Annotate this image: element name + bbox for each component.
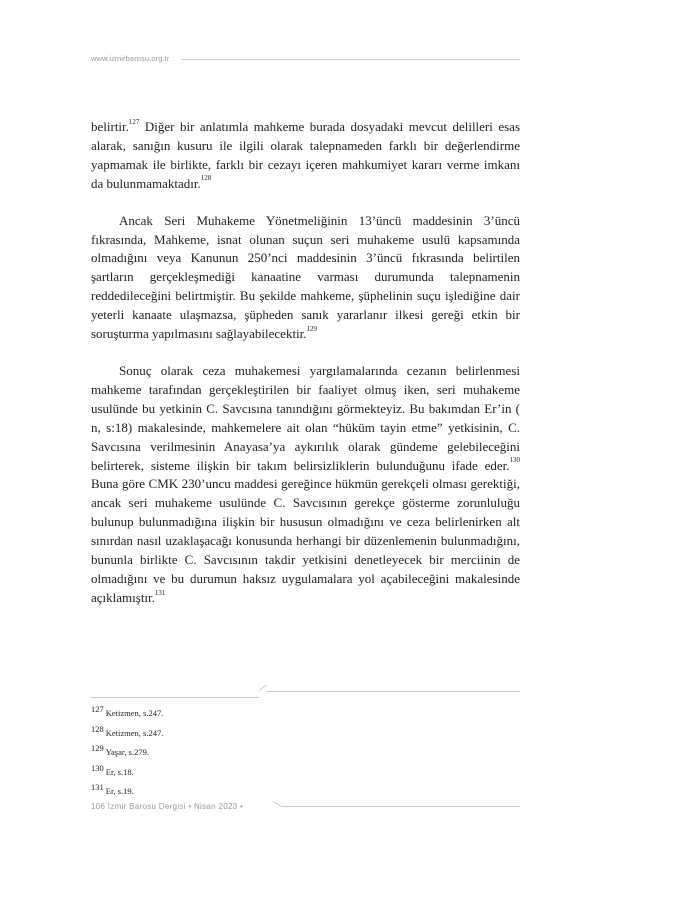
header-url: www.izmirbarosu.org.tr (91, 54, 170, 63)
footnote-text: Er, s.18. (105, 766, 134, 777)
footnote-reference: 131 (154, 588, 166, 597)
footnotes (91, 706, 391, 804)
footnote-reference: 127 (128, 117, 140, 126)
footnote-rule (91, 697, 259, 698)
footnote-number: 129 (91, 743, 104, 754)
footnote-reference: 129 (306, 324, 318, 333)
footer-separator-dot: • (239, 802, 244, 811)
paragraph-1 (91, 118, 520, 194)
footnote-text: Ketizmen, s.247. (105, 727, 164, 738)
footnote-rule-bend (259, 684, 267, 690)
footnote-item (91, 762, 391, 785)
footer-journal: İzmir Barosu Dergisi (107, 802, 186, 811)
footnote-text: Ketizmen, s.247. (105, 708, 164, 718)
article-body (91, 118, 520, 608)
footnote-number: 131 (91, 782, 104, 793)
paragraph-text: Diğer bir anlatımla mahkeme burada dosyadaki mevcut delilleri esas alarak, sanığın kusuru ile ilgili olarak talepnameden farklı bir değerlendirme yapmamak ile birlikte, farklı bir cezayı içeren mahkumiyet kararı verme imkanı da bulunmamaktadır. (91, 119, 520, 191)
footer-separator-dot: • (188, 802, 192, 811)
paragraph-3 (91, 362, 520, 608)
paragraph-text: belirtir. (91, 119, 129, 134)
footnote-number: 127 (91, 704, 104, 715)
footnote-number: 130 (91, 762, 104, 773)
page-number: 106 (91, 802, 106, 811)
header-rule (182, 59, 520, 60)
paragraph-2 (91, 212, 520, 344)
page-footer (91, 802, 243, 811)
footnote-reference: 130 (509, 456, 520, 465)
paragraph-text: Buna göre CMK 230’uncu maddesi gereğince hükmün gerekçeli olması gerektiği, ancak seri muhakeme usulünde C. Savcısının gerekçe gösterme zorunluluğu bulunup bulunmadığına ilişkin bir hususun olmadığını ve ceza belirlenirken alt sınırdan nasıl uzaklaşacağı konusunda herhangi bir düzenlemenin bulunmadığını, bununla birlikte C. Savcısının takdir yetkisini denetleyecek bir merciinin de olmadığını ve bu durumun haksız uygulamalara yol açabileceğini makalesinde açıklamıştır. (91, 476, 520, 605)
footnote-item (91, 784, 391, 804)
footnote-item (91, 723, 391, 746)
footer-issue: Nisan 2023 (193, 802, 238, 811)
footnote-reference: 128 (200, 174, 212, 183)
footnote-rule-right (266, 691, 520, 692)
footer-rule (281, 806, 520, 807)
footnote-item (91, 706, 391, 726)
paragraph-text: Sonuç olarak ceza muhakemesi yargılamalarında cezanın belirlenmesi mahkeme tarafından gerçekleştirilen bir faaliyet olmuş iken, seri muhakeme usulünde bu yetkinin C. Savcısına tanındığını görmekteyiz. Bu bakımdan Er’in ( n, s:18) makalesinde, mahkemelere ait olan “hüküm tayin etme” yetkisinin, C. Savcısına verilmesinin Anayasa’ya aykırılık olarak gündeme gelebileceğini belirterek, sisteme ilişkin bir takım belirsizliklerin bulunduğunu ifade eder. (91, 362, 520, 473)
paragraph-text: Ancak Seri Muhakeme Yönetmeliğinin 13’üncü maddesinin 3’üncü fıkrasında, Mahkeme, isnat olunan suçun seri muhakeme usulü kapsamında olmadığını veya Kanunun 250’nci maddesinin 3’üncü fıkrasında belirtilen şartların gerçekleşmediği kanaatine varması durumunda talepnamenin reddedileceğini belirtmiştir. Bu şekilde mahkeme, şüphelinin suçu işlediğine dair yeterli kanaate ulaşmazsa, şüpheden sanık yararlanır ilkesi gereği etkin bir soruşturma yapılmasını sağlayabilecektir. (91, 212, 520, 342)
footnote-number: 128 (91, 723, 104, 734)
footnote-text: Er, s.19. (105, 786, 134, 796)
footnote-item (91, 745, 391, 765)
footnote-text: Yaşar, s.279. (105, 747, 149, 757)
